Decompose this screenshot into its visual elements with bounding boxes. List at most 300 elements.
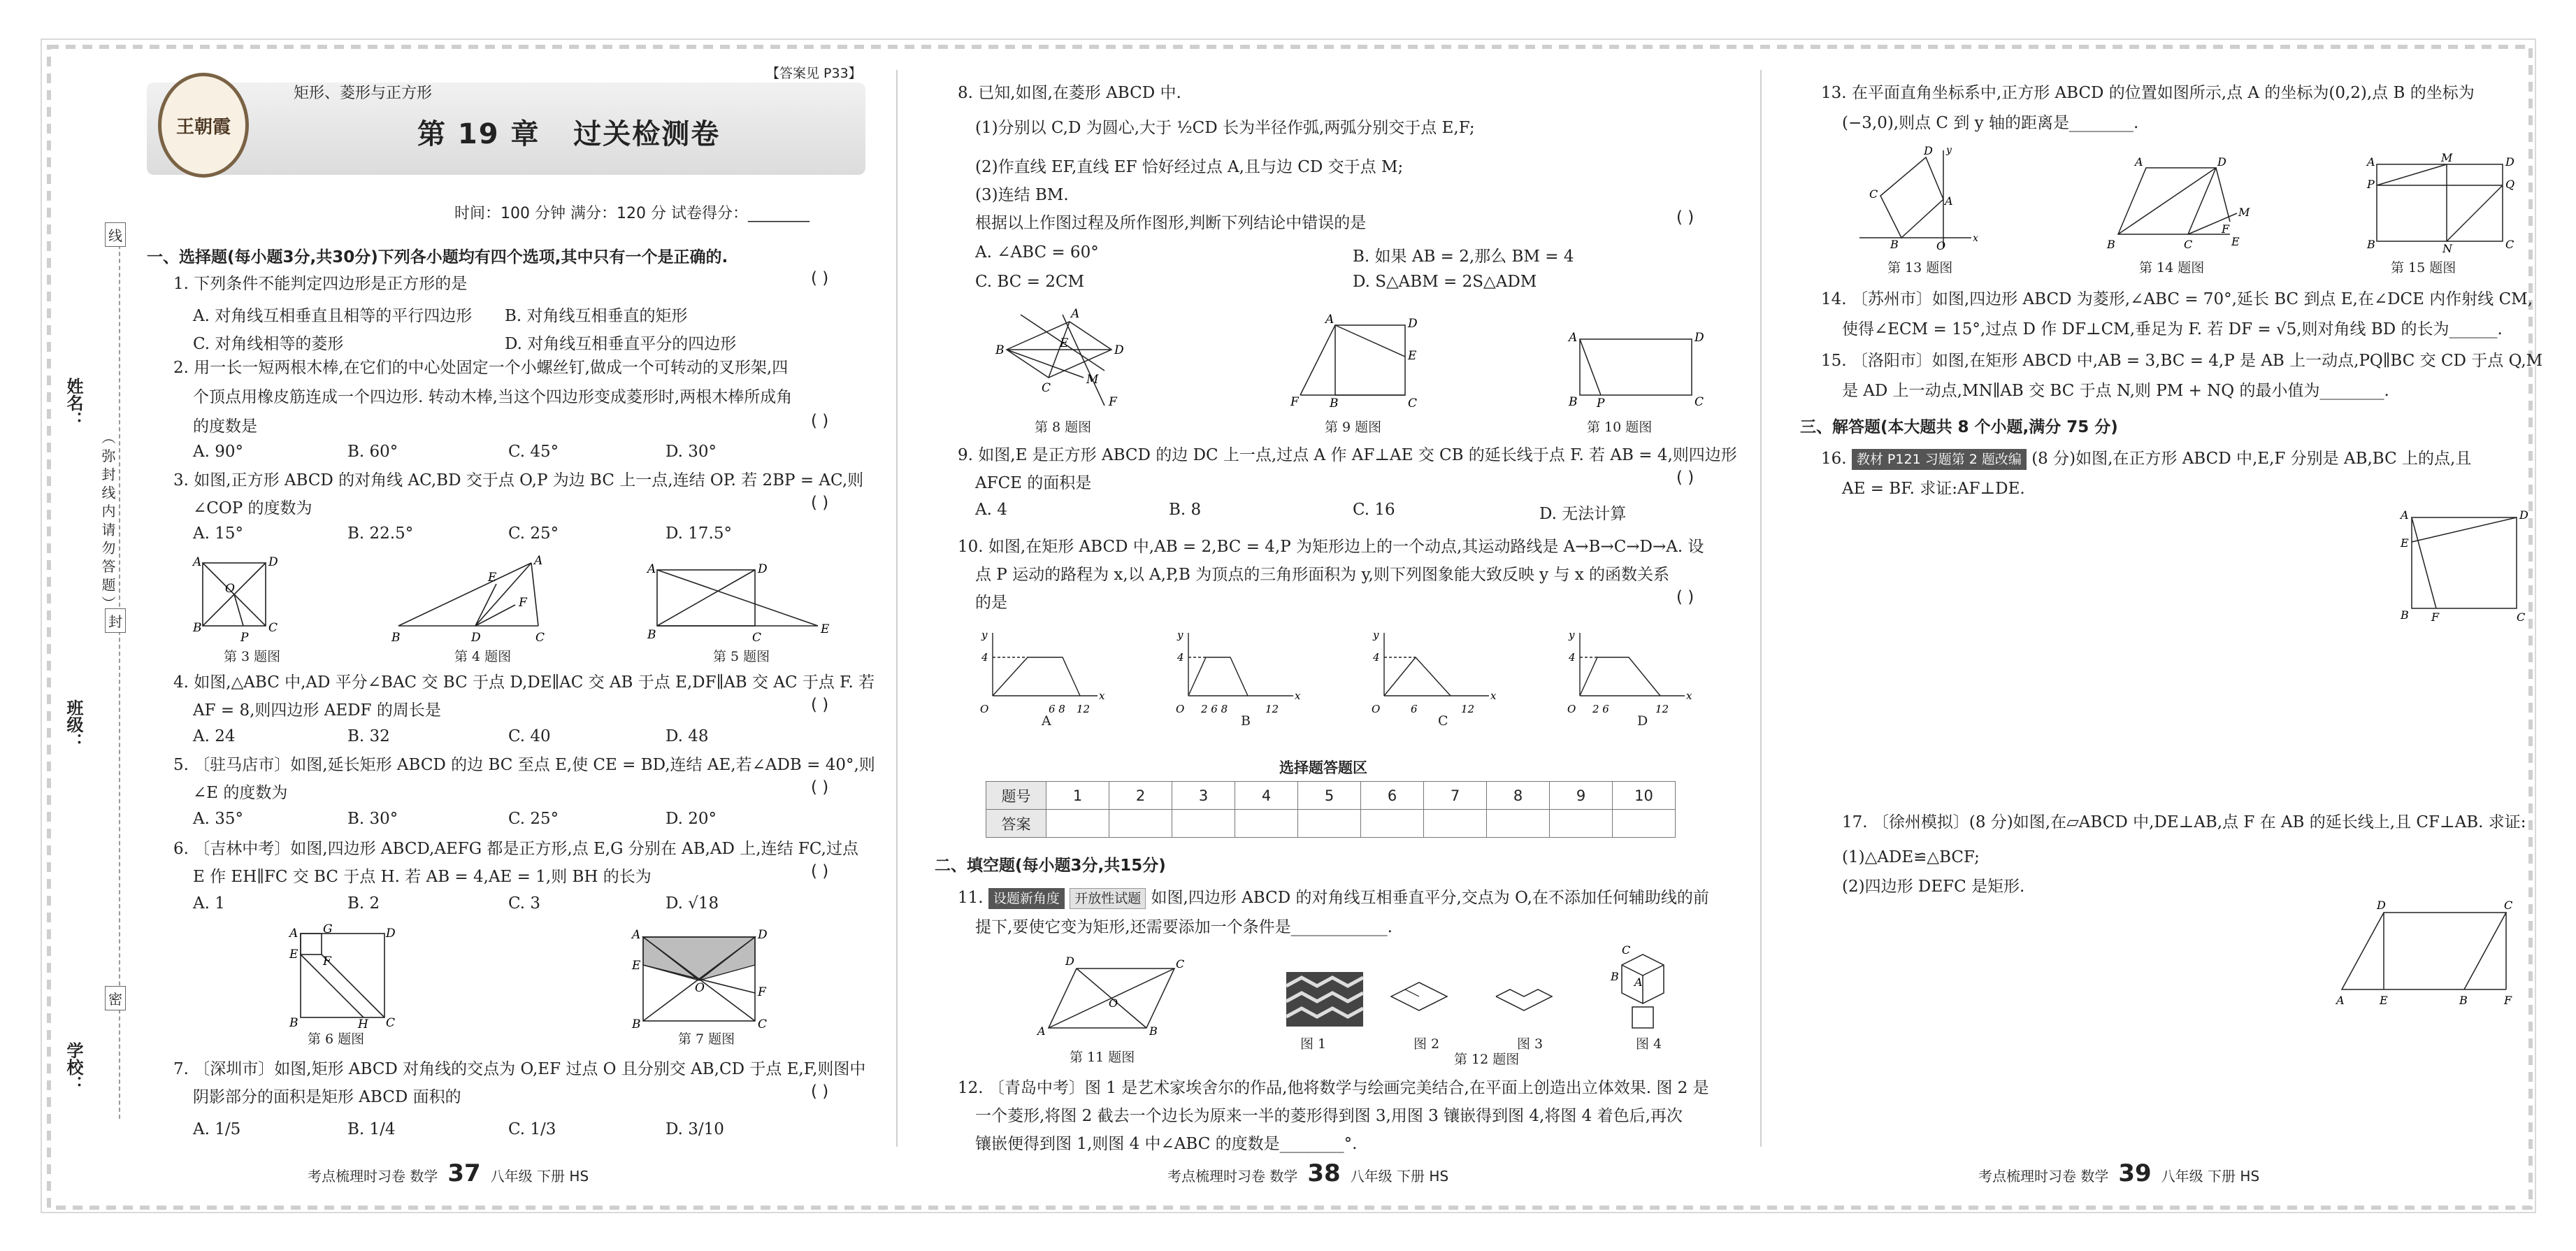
q8-stem-1: 8. 已知,如图,在菱形 ABCD 中. — [958, 84, 1181, 102]
answer-cell[interactable] — [1046, 810, 1109, 838]
q8-opt-a: A. ∠ABC = 60° — [975, 243, 1099, 262]
svg-text:B: B — [1890, 238, 1899, 251]
answer-cell[interactable] — [1550, 810, 1613, 838]
svg-text:12: 12 — [1655, 703, 1669, 715]
q12-stem-1: 12. 〔青岛中考〕图 1 是艺术家埃舍尔的作品,他将数学与绘画完美结合,在平面上创造出立体效果. 图 2 是 — [958, 1079, 1709, 1097]
answer-grid-a-header: 答案 — [986, 810, 1046, 838]
svg-text:C: C — [1408, 396, 1418, 410]
svg-text:E: E — [289, 948, 298, 962]
q7-opt-d: D. 3/10 — [665, 1120, 724, 1138]
graph-label-b: B — [1241, 713, 1251, 729]
q8-opt-b: B. 如果 AB = 2,那么 BM = 4 — [1353, 248, 1574, 266]
fig17-parallelogram — [2321, 895, 2524, 1007]
answer-grid-number-row — [986, 782, 1676, 810]
q16-stem-2: AE = BF. 求证:AF⊥DE. — [1842, 480, 2025, 498]
fig4-triangle — [398, 563, 538, 626]
svg-text:12: 12 — [1077, 703, 1091, 715]
fig6-caption: 第 6 题图 — [308, 1031, 365, 1047]
svg-text:F: F — [1109, 395, 1117, 409]
q4-stem-1: 4. 如图,△ABC 中,AD 平分∠BAC 交 BC 于点 D,DE∥AC 交 AB 于点 E,DF∥AB 交 AC 于点 F. 若 — [173, 673, 875, 692]
svg-text:A: A — [2401, 508, 2409, 522]
graph-label-a: A — [1042, 713, 1051, 729]
q3-opt-b: B. 22.5° — [347, 524, 414, 543]
svg-text:O: O — [695, 981, 705, 995]
svg-text:E: E — [2401, 536, 2409, 550]
binding-line — [119, 224, 120, 1119]
q1-answer-paren: ( ) — [811, 269, 829, 287]
fig7-caption: 第 7 题图 — [678, 1031, 735, 1047]
q15-stem-2: 是 AD 上一动点,MN∥AB 交 BC 于点 N,则 PM + NQ 的最小值为________. — [1842, 382, 2389, 400]
q4-opt-a: A. 24 — [193, 727, 236, 745]
graph-b — [1188, 633, 1293, 696]
svg-text:B: B — [1611, 970, 1619, 983]
svg-text:F: F — [323, 955, 331, 968]
footer-p39-left: 考点梳理时习卷 数学 — [1978, 1168, 2109, 1185]
answer-grid-answer-row — [986, 810, 1676, 838]
page-number-39: 39 — [2118, 1159, 2152, 1187]
section-2-title: 二、填空题(每小题3分,共15分) — [935, 857, 1166, 875]
q8-opt-c: C. BC = 2CM — [975, 273, 1085, 291]
svg-text:O: O — [1936, 239, 1946, 252]
page-number-37: 37 — [447, 1159, 481, 1187]
svg-text:C: C — [268, 621, 278, 635]
q8-stem-2: (1)分别以 C,D 为圆心,大于 ½CD 长为半径作弧,两弧分别交于点 E,F; — [975, 119, 1475, 137]
q6-opt-d: D. √18 — [665, 894, 719, 913]
q17-stem-1: 17. 〔徐州模拟〕(8 分)如图,在▱ABCD 中,DE⊥AB,点 F 在 AB 的延长线上,且 CF⊥AB. 求证: — [1842, 813, 2526, 831]
q16-stem-1: (8 分)如图,在正方形 ABCD 中,E,F 分别是 AB,BC 上的点,且 — [2031, 450, 2472, 468]
q3-stem-1: 3. 如图,正方形 ABCD 的对角线 AC,BD 交于点 O,P 为边 BC 上一点,连结 OP. 若 2BP = AC,则 — [173, 471, 864, 489]
svg-text:O: O — [1176, 703, 1185, 715]
answer-reference: 【答案见 P33】 — [766, 66, 862, 81]
svg-text:C: C — [2504, 899, 2513, 912]
answer-grid-num-1: 1 — [1046, 782, 1109, 810]
q4-answer-paren: ( ) — [811, 696, 829, 714]
svg-text:F: F — [2504, 994, 2512, 1007]
svg-text:A: A — [2336, 994, 2345, 1007]
q4-opt-b: B. 32 — [347, 727, 390, 745]
figures-6-7 — [280, 922, 825, 1031]
q11-line-1: 11. 设题新角度 开放性试题 如图,四边形 ABCD 的对角线互相垂直平分,交点为 O,在不添加任何辅助线的前 — [958, 883, 1709, 913]
svg-text:D: D — [758, 928, 768, 942]
svg-text:D: D — [268, 555, 278, 569]
binding-mark-2: 封 — [105, 608, 126, 633]
fig14-caption: 第 14 题图 — [2139, 260, 2205, 276]
binding-mark-3: 密 — [105, 986, 126, 1010]
q8-stem-3: (2)作直线 EF,直线 EF 恰好经过点 A,且与边 CD 交于点 M; — [975, 158, 1404, 176]
svg-text:2 6: 2 6 — [1592, 703, 1609, 715]
q1-stem: 1. 下列条件不能判定四边形是正方形的是 — [173, 275, 468, 293]
footer-p38-right: 八年级 下册 HS — [1350, 1168, 1449, 1185]
svg-text:A: A — [534, 554, 543, 568]
q9-answer-paren: ( ) — [1676, 469, 1694, 487]
svg-text:Q: Q — [2505, 178, 2515, 191]
svg-text:E: E — [1408, 349, 1417, 363]
svg-text:D: D — [2377, 899, 2386, 912]
answer-cell[interactable] — [1172, 810, 1235, 838]
answer-cell[interactable] — [1424, 810, 1487, 838]
answer-grid-num-5: 5 — [1298, 782, 1361, 810]
figures-8-9-10 — [993, 301, 1704, 416]
footer-p38 — [1167, 1159, 1448, 1187]
class-label: 班级： — [64, 699, 83, 750]
answer-grid-num-4: 4 — [1235, 782, 1298, 810]
svg-text:4: 4 — [1569, 651, 1576, 664]
q17-stem-3: (2)四边形 DEFC 是矩形. — [1842, 878, 2025, 896]
svg-text:y: y — [1946, 145, 1952, 156]
q10-answer-paren: ( ) — [1676, 588, 1694, 606]
q7-stem-1: 7. 〔深圳市〕如图,矩形 ABCD 对角线的交点为 O,EF 过点 O 且分别交 AB,CD 于点 E,F,则图中 — [173, 1060, 866, 1078]
svg-text:2 6 8: 2 6 8 — [1201, 703, 1228, 715]
svg-text:B: B — [2401, 608, 2409, 622]
svg-text:A: A — [2367, 155, 2375, 169]
q4-opt-c: C. 40 — [508, 727, 551, 745]
svg-text:M: M — [1086, 373, 1099, 387]
q4-opt-d: D. 48 — [665, 727, 709, 745]
page-number-38: 38 — [1307, 1159, 1341, 1187]
fig9-caption: 第 9 题图 — [1325, 420, 1382, 435]
graph-label-d: D — [1637, 713, 1648, 729]
q5-stem-1: 5. 〔驻马店市〕如图,延长矩形 ABCD 的边 BC 至点 E,使 CE = BD,连结 AE,若∠ADB = 40°,则 — [173, 756, 875, 774]
q10-stem-3: 的是 — [975, 594, 1007, 612]
footer-p37-right: 八年级 下册 HS — [490, 1168, 589, 1185]
q9-stem-2: AFCE 的面积是 — [975, 474, 1092, 492]
footer-p38-left: 考点梳理时习卷 数学 — [1167, 1168, 1298, 1185]
answer-cell[interactable] — [1109, 810, 1172, 838]
answer-cell[interactable] — [1361, 810, 1424, 838]
svg-text:6 8: 6 8 — [1049, 703, 1065, 715]
answer-grid-num-6: 6 — [1361, 782, 1424, 810]
q10-stem-1: 10. 如图,在矩形 ABCD 中,AB = 2,BC = 4,P 为矩形边上的一个动点,其运动路线是 A→B→C→D→A. 设 — [958, 538, 1704, 556]
q4-stem-2: AF = 8,则四边形 AEDF 的周长是 — [193, 701, 441, 720]
q11-stem-1: 如图,四边形 ABCD 的对角线互相垂直平分,交点为 O,在不添加任何辅助线的前 — [1151, 889, 1709, 907]
q5-stem-2: ∠E 的度数为 — [193, 784, 288, 802]
svg-text:B: B — [2107, 238, 2115, 251]
svg-text:A: A — [632, 928, 641, 942]
svg-text:B: B — [995, 343, 1005, 357]
q9-opt-b: B. 8 — [1169, 501, 1202, 519]
q17-stem-2: (1)△ADE≌△BCF; — [1842, 848, 1980, 866]
q7-opt-a: A. 1/5 — [193, 1120, 241, 1138]
name-label: 姓名： — [64, 378, 83, 428]
answer-grid-num-10: 10 — [1613, 782, 1676, 810]
q11-stem-2: 提下,要使它变为矩形,还需要添加一个条件是____________. — [975, 918, 1393, 936]
svg-text:E: E — [488, 571, 497, 585]
q2-opt-b: B. 60° — [347, 443, 398, 461]
q13-stem-2: (−3,0),则点 C 到 y 轴的距离是________. — [1842, 114, 2139, 132]
fig4-caption: 第 4 题图 — [454, 649, 512, 664]
fig5-caption: 第 5 题图 — [713, 649, 770, 664]
svg-text:B: B — [193, 621, 202, 635]
q6-stem-2: E 作 EH∥FC 交 BC 于点 H. 若 AB = 4,AE = 1,则 BH 的长为 — [193, 868, 652, 886]
svg-text:C: C — [2505, 238, 2514, 251]
svg-text:D: D — [2519, 508, 2528, 522]
answer-grid-num-3: 3 — [1172, 782, 1235, 810]
svg-text:B: B — [1330, 396, 1339, 410]
exam-info: 时间：100 分钟 满分：120 分 试卷得分：________ — [454, 205, 810, 222]
q15-stem-1: 15. 〔洛阳市〕如图,在矩形 ABCD 中,AB = 3,BC = 4,P 是 AB 上一动点,PQ∥BC 交 CD 于点 Q,M — [1821, 352, 2543, 370]
q2-opt-a: A. 90° — [193, 443, 243, 461]
q2-opt-c: C. 45° — [508, 443, 559, 461]
svg-text:P: P — [2367, 178, 2375, 191]
answer-grid-num-7: 7 — [1424, 782, 1487, 810]
svg-text:y: y — [981, 629, 988, 641]
svg-text:B: B — [1569, 395, 1578, 409]
svg-text:x: x — [1973, 233, 1978, 244]
q10-stem-2: 点 P 运动的路程为 x,以 A,P,B 为顶点的三角形面积为 y,则下列图象能大致反映 y 与 x 的函数关系 — [975, 566, 1670, 584]
svg-text:E: E — [632, 959, 641, 973]
svg-text:D: D — [1065, 955, 1074, 968]
svg-text:A: A — [1634, 975, 1643, 989]
svg-text:C: C — [1176, 957, 1185, 971]
fig11-caption: 第 11 题图 — [1070, 1050, 1135, 1065]
svg-text:H: H — [358, 1017, 368, 1031]
svg-text:P: P — [240, 631, 249, 645]
section-1-title: 一、选择题(每小题3分,共30分)下列各小题均有四个选项,其中只有一个是正确的. — [147, 248, 728, 266]
q7-opt-b: B. 1/4 — [347, 1120, 396, 1138]
q2-answer-paren: ( ) — [811, 412, 829, 430]
q2-stem-2: 个顶点用橡皮筋连成一个四边形. 转动木棒,当这个四边形变成菱形时,两根木棒所成角 — [193, 388, 793, 406]
svg-text:B: B — [632, 1017, 641, 1031]
graph-label-c: C — [1438, 713, 1448, 729]
q5-answer-paren: ( ) — [811, 778, 829, 796]
q8-stem-4: (3)连结 BM. — [975, 186, 1069, 204]
answer-grid-q-header: 题号 — [986, 782, 1046, 810]
svg-text:x: x — [1099, 689, 1105, 702]
q6-stem-1: 6. 〔吉林中考〕如图,四边形 ABCD,AEFG 都是正方形,点 E,G 分别在 AB,AD 上,连结 FC,过点 — [173, 840, 858, 858]
fig13-caption: 第 13 题图 — [1887, 260, 1953, 276]
svg-text:A: A — [1945, 194, 1953, 208]
svg-text:x: x — [1686, 689, 1692, 702]
svg-text:B: B — [647, 628, 656, 642]
footer-p37 — [308, 1159, 589, 1187]
svg-text:B: B — [289, 1016, 298, 1030]
column-divider-2 — [1760, 70, 1762, 1147]
q3-opt-d: D. 17.5° — [665, 524, 732, 543]
fig12-4-caption: 图 4 — [1636, 1036, 1662, 1052]
q7-stem-2: 阴影部分的面积是矩形 ABCD 面积的 — [193, 1088, 461, 1106]
q8-opt-d: D. S△ABM = 2S△ADM — [1353, 273, 1537, 291]
q10-graphs — [979, 626, 1706, 720]
svg-text:O: O — [1372, 703, 1381, 715]
q6-answer-paren: ( ) — [811, 862, 829, 880]
svg-text:M: M — [2441, 151, 2453, 164]
answer-area-title: 选择题答题区 — [1279, 759, 1367, 776]
binding-mark-1: 线 — [105, 222, 126, 247]
q1-opt-a: A. 对角线互相垂直且相等的平行四边形 — [193, 307, 473, 325]
footer-p39 — [1978, 1159, 2259, 1187]
q11-tag-open: 开放性试题 — [1070, 888, 1146, 909]
fig3-caption: 第 3 题图 — [224, 649, 281, 664]
figures-11-12 — [1028, 944, 1685, 1049]
chapter-title — [417, 112, 720, 152]
q11-tag-new-angle: 设题新角度 — [988, 888, 1065, 909]
fig5-rectangle — [657, 570, 818, 626]
svg-text:4: 4 — [981, 651, 988, 664]
svg-text:C: C — [752, 631, 762, 645]
svg-text:P: P — [1597, 396, 1605, 410]
q16-number: 16. — [1821, 450, 1847, 468]
q16-textbook-tag: 教材 P121 习题第 2 题改编 — [1852, 449, 2027, 470]
svg-text:C: C — [1869, 187, 1878, 201]
q1-opt-b: B. 对角线互相垂直的矩形 — [505, 307, 688, 325]
svg-text:C: C — [1694, 395, 1704, 409]
q9-opt-d: D. 无法计算 — [1539, 505, 1627, 523]
svg-text:A: A — [1325, 313, 1334, 327]
svg-text:D: D — [471, 631, 481, 645]
svg-text:A: A — [1569, 331, 1578, 345]
svg-text:F: F — [1290, 395, 1299, 409]
svg-text:12: 12 — [1265, 703, 1279, 715]
fig15-caption: 第 15 题图 — [2391, 260, 2456, 276]
answer-cell[interactable] — [1487, 810, 1550, 838]
svg-text:M: M — [2238, 206, 2250, 219]
svg-text:D: D — [758, 562, 768, 576]
figures-3-4-5 — [189, 556, 860, 647]
section-3-title: 三、解答题(本大题共 8 个小题,满分 75 分) — [1800, 418, 2118, 436]
svg-text:N: N — [2442, 242, 2452, 255]
svg-text:A: A — [647, 562, 656, 576]
svg-text:D: D — [1114, 343, 1124, 357]
svg-text:D: D — [1408, 317, 1418, 331]
svg-text:O: O — [1109, 996, 1118, 1010]
fig16-square — [2391, 503, 2528, 629]
q12-stem-2: 一个菱形,将图 2 截去一个边长为原来一半的菱形得到图 3,用图 3 镶嵌得到图 4,将图 4 着色后,再次 — [975, 1107, 1683, 1125]
svg-text:D: D — [386, 927, 396, 941]
svg-text:6: 6 — [1411, 703, 1418, 715]
svg-text:D: D — [2505, 155, 2514, 169]
svg-text:A: A — [1037, 1024, 1046, 1038]
svg-text:C: C — [535, 631, 545, 645]
q5-opt-c: C. 25° — [508, 810, 559, 828]
q3-opt-a: A. 15° — [193, 524, 243, 543]
svg-text:F: F — [2222, 222, 2230, 236]
graph-c — [1384, 633, 1489, 696]
answer-cell[interactable] — [1298, 810, 1361, 838]
svg-text:E: E — [1060, 336, 1069, 350]
svg-text:A: A — [1071, 307, 1080, 321]
chapter-topic: 矩形、菱形与正方形 — [294, 85, 433, 102]
svg-text:C: C — [386, 1016, 396, 1030]
q3-opt-c: C. 25° — [508, 524, 559, 543]
fig12-caption: 第 12 题图 — [1454, 1052, 1520, 1067]
svg-text:C: C — [758, 1017, 768, 1031]
q1-opt-d: D. 对角线互相垂直平分的四边形 — [505, 335, 737, 353]
svg-text:F: F — [519, 596, 527, 610]
chapter-number: 第 19 章 — [417, 118, 540, 150]
fig12-1-caption: 图 1 — [1300, 1036, 1327, 1052]
svg-text:G: G — [323, 922, 333, 936]
svg-text:O: O — [980, 703, 989, 715]
fig12-3-caption: 图 3 — [1517, 1036, 1544, 1052]
svg-text:D: D — [1924, 144, 1933, 157]
answer-grid-num-9: 9 — [1550, 782, 1613, 810]
svg-text:E: E — [2231, 235, 2240, 248]
q7-answer-paren: ( ) — [811, 1082, 829, 1101]
seal-note: （ 弥 封 线 内 请 勿 答 题 ） — [99, 430, 116, 610]
svg-text:F: F — [2431, 610, 2440, 624]
q2-stem-1: 2. 用一长一短两根木棒,在它们的中心处固定一个小螺丝钉,做成一个可转动的叉形架,四 — [173, 359, 789, 377]
svg-text:A: A — [289, 927, 298, 941]
svg-text:4: 4 — [1177, 651, 1184, 664]
answer-grid-num-2: 2 — [1109, 782, 1172, 810]
svg-text:C: C — [1042, 381, 1051, 395]
svg-text:12: 12 — [1461, 703, 1475, 715]
q6-opt-c: C. 3 — [508, 894, 541, 913]
column-divider-1 — [896, 70, 898, 1147]
q9-opt-a: A. 4 — [975, 501, 1007, 519]
q2-opt-d: D. 30° — [665, 443, 717, 461]
svg-text:4: 4 — [1373, 651, 1380, 664]
answer-grid-num-8: 8 — [1487, 782, 1550, 810]
q16-line-1 — [1821, 444, 2471, 473]
svg-text:D: D — [1694, 331, 1704, 345]
q2-stem-3: 的度数是 — [193, 417, 257, 436]
q1-opt-c: C. 对角线相等的菱形 — [193, 335, 344, 353]
q5-opt-b: B. 30° — [347, 810, 398, 828]
q9-opt-c: C. 16 — [1353, 501, 1395, 519]
svg-text:E: E — [821, 622, 830, 636]
figures-13-14-15 — [1839, 143, 2515, 255]
fig10-caption: 第 10 题图 — [1587, 420, 1653, 435]
q6-opt-b: B. 2 — [347, 894, 380, 913]
school-label: 学校： — [64, 1042, 83, 1092]
answer-cell[interactable] — [1613, 810, 1676, 838]
q3-stem-2: ∠COP 的度数为 — [193, 499, 312, 517]
q12-stem-3: 镶嵌便得到图 1,则图 4 中∠ABC 的度数是________°. — [975, 1135, 1358, 1153]
q9-stem-1: 9. 如图,E 是正方形 ABCD 的边 DC 上一点,过点 A 作 AF⊥AE 交 CB 的延长线于点 F. 若 AB = 4,则四边形 — [958, 446, 1737, 464]
svg-text:y: y — [1569, 629, 1575, 641]
q13-stem-1: 13. 在平面直角坐标系中,正方形 ABCD 的位置如图所示,点 A 的坐标为(0,2),点 B 的坐标为 — [1821, 84, 2475, 102]
answer-cell[interactable] — [1235, 810, 1298, 838]
svg-text:y: y — [1373, 629, 1379, 641]
svg-text:E: E — [2380, 994, 2388, 1007]
brand-seal-text: 王朝霞 — [175, 116, 231, 138]
escher-tile — [1286, 972, 1363, 1027]
q5-opt-d: D. 20° — [665, 810, 717, 828]
q6-opt-a: A. 1 — [193, 894, 225, 913]
graph-a — [993, 633, 1098, 696]
svg-text:B: B — [2459, 994, 2468, 1007]
fig8-caption: 第 8 题图 — [1035, 420, 1092, 435]
footer-p39-right: 八年级 下册 HS — [2161, 1168, 2260, 1185]
svg-text:F: F — [758, 985, 766, 999]
fig12-2-caption: 图 2 — [1413, 1036, 1440, 1052]
svg-text:C: C — [2517, 610, 2526, 624]
svg-text:C: C — [1622, 943, 1631, 957]
svg-text:C: C — [2184, 238, 2193, 251]
q14-stem-2: 使得∠ECM = 15°,过点 D 作 DF⊥CM,垂足为 F. 若 DF = √5,则对角线 BD 的长为______. — [1842, 320, 2503, 338]
svg-text:B: B — [1149, 1024, 1158, 1038]
graph-d — [1580, 633, 1685, 696]
answer-grid — [986, 781, 1676, 838]
q14-stem-1: 14. 〔苏州市〕如图,四边形 ABCD 为菱形,∠ABC = 70°,延长 BC 到点 E,在∠DCE 内作射线 CM, — [1821, 290, 2533, 308]
svg-text:x: x — [1490, 689, 1497, 702]
q5-opt-a: A. 35° — [193, 810, 243, 828]
svg-text:x: x — [1295, 689, 1301, 702]
q8-answer-paren: ( ) — [1676, 208, 1694, 227]
chapter-name: 过关检测卷 — [573, 118, 721, 150]
footer-p37-left: 考点梳理时习卷 数学 — [308, 1168, 438, 1185]
svg-text:B: B — [391, 631, 401, 645]
svg-text:O: O — [225, 582, 235, 596]
svg-text:A: A — [193, 555, 202, 569]
svg-text:B: B — [2367, 238, 2375, 251]
brand-seal — [158, 73, 249, 178]
q8-stem-5: 根据以上作图过程及所作图形,判断下列结论中错误的是 — [975, 214, 1367, 232]
q7-opt-c: C. 1/3 — [508, 1120, 556, 1138]
svg-text:D: D — [2217, 155, 2226, 169]
svg-text:y: y — [1177, 629, 1183, 641]
